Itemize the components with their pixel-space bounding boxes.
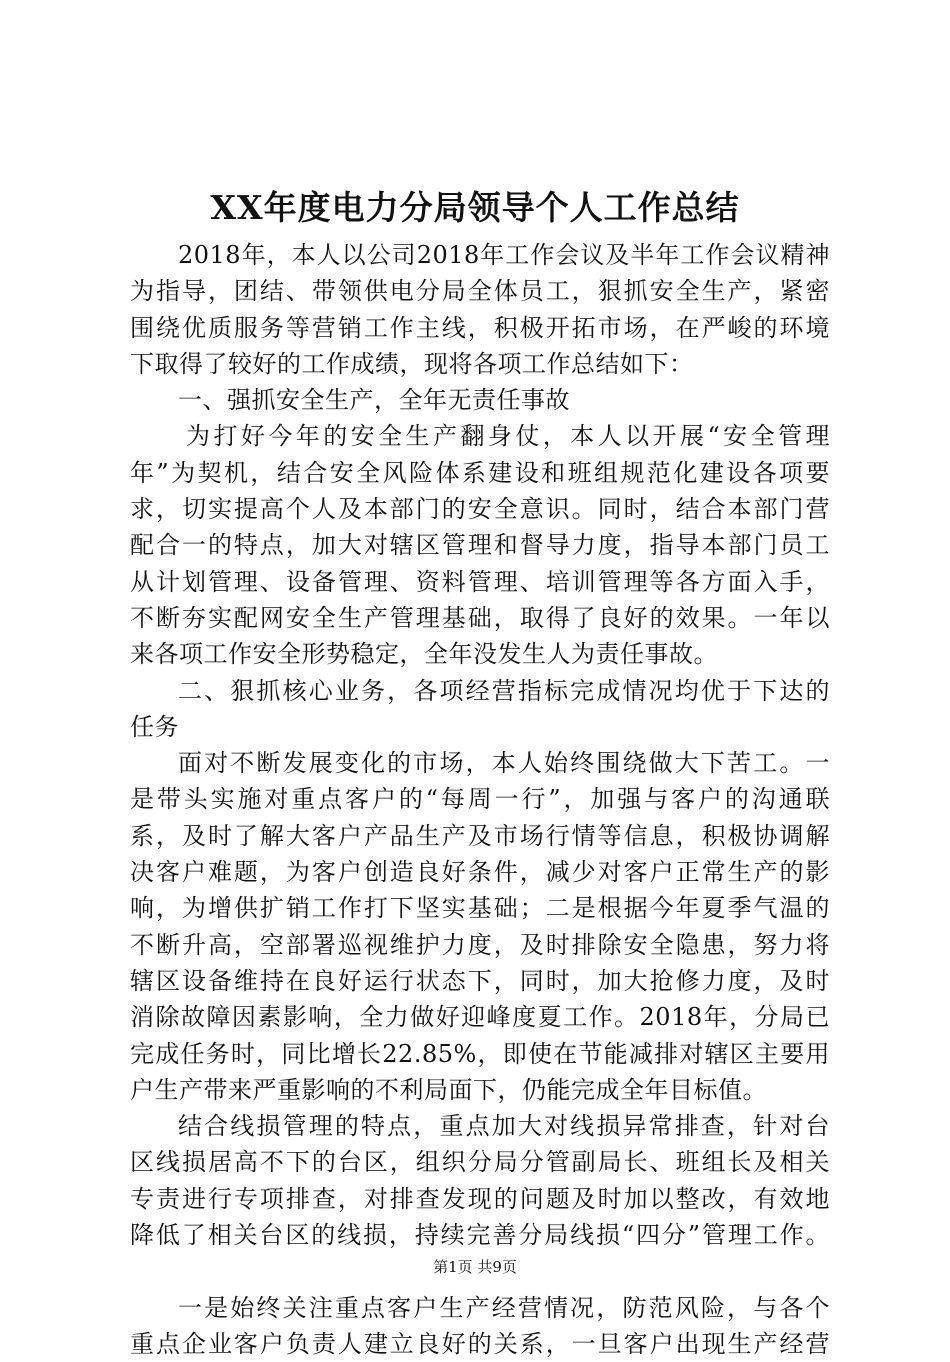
- text-line: 2018年，本人以公司2018年工作会议及半年工作会议精神: [178, 241, 830, 269]
- text-line: 下取得了较好的工作成绩，现将各项工作总结如下：: [130, 349, 694, 378]
- text-line: 一是始终关注重点客户生产经营情况，防范风险，与各个: [178, 1293, 830, 1322]
- text-line: 求，切实提高个人及本部门的安全意识。同时，结合本部门营: [130, 495, 830, 524]
- text-line: 结合线损管理的特点，重点加大对线损异常排查，针对台: [178, 1112, 830, 1141]
- text-line: 重点企业客户负责人建立良好的关系，一旦客户出现生产经营: [130, 1329, 830, 1358]
- section-heading: 任务: [130, 712, 179, 741]
- text-line: 完成任务时，同比增长22.85%，即使在节能减排对辖区主要用: [130, 1039, 830, 1068]
- text-line: 配合一的特点，加大对辖区管理和督导力度，指导本部门员工: [130, 531, 830, 560]
- text-line: 辖区设备维持在良好运行状态下，同时，加大抢修力度，及时: [130, 966, 830, 995]
- text-line: 户生产带来严重影响的不利局面下，仍能完成全年目标值。: [130, 1075, 767, 1104]
- text-line: 为指导，团结、带领供电分局全体员工，狠抓安全生产，紧密: [130, 277, 830, 306]
- text-line: 围绕优质服务等营销工作主线，积极开拓市场，在严峻的环境: [130, 313, 830, 342]
- text-line: 从计划管理、设备管理、资料管理、培训管理等各方面入手，: [130, 567, 830, 596]
- text-line: 年”为契机，结合安全风险体系建设和班组规范化建设各项要: [130, 458, 830, 487]
- text-line: 不断夯实配网安全生产管理基础，取得了良好的效果。一年以: [130, 603, 830, 632]
- text-line: 消除故障因素影响，全力做好迎峰度夏工作。2018年，分局已: [130, 1003, 830, 1032]
- document-body: [130, 237, 830, 1362]
- text-line: 降低了相关台区的线损，持续完善分局线损“四分”管理工作。: [130, 1221, 830, 1250]
- text-line: 是带头实施对重点客户的“每周一行”，加强与客户的沟通联: [130, 785, 830, 814]
- page-number: 第1页 共9页: [433, 1258, 517, 1276]
- text-line: 面对不断发展变化的市场，本人始终围绕做大下苦工。一: [178, 749, 830, 778]
- document-title: XX年度电力分局领导个人工作总结: [210, 188, 740, 227]
- text-line: 来各项工作安全形势稳定，全年没发生人为责任事故。: [130, 640, 718, 669]
- text-line: 响，为增供扩销工作打下坚实基础；二是根据今年夏季气温的: [130, 894, 830, 923]
- text-line: 区线损居高不下的台区，组织分局分管副局长、班组长及相关: [130, 1148, 830, 1177]
- text-line: 为打好今年的安全生产翻身仗，本人以开展“安全管理: [186, 422, 830, 451]
- text-line: 系，及时了解大客户产品生产及市场行情等信息，积极协调解: [130, 821, 830, 850]
- section-heading: 一、强抓安全生产，全年无责任事故: [178, 386, 570, 415]
- section-heading: 二、狠抓核心业务，各项经营指标完成情况均优于下达的: [178, 676, 830, 705]
- text-line: 决客户难题，为客户创造良好条件，减少对客户正常生产的影: [130, 858, 830, 887]
- text-line: 专责进行专项排查，对排查发现的问题及时加以整改，有效地: [130, 1184, 830, 1213]
- text-line: 不断升高，空部署巡视维护力度，及时排除安全隐患，努力将: [130, 930, 830, 959]
